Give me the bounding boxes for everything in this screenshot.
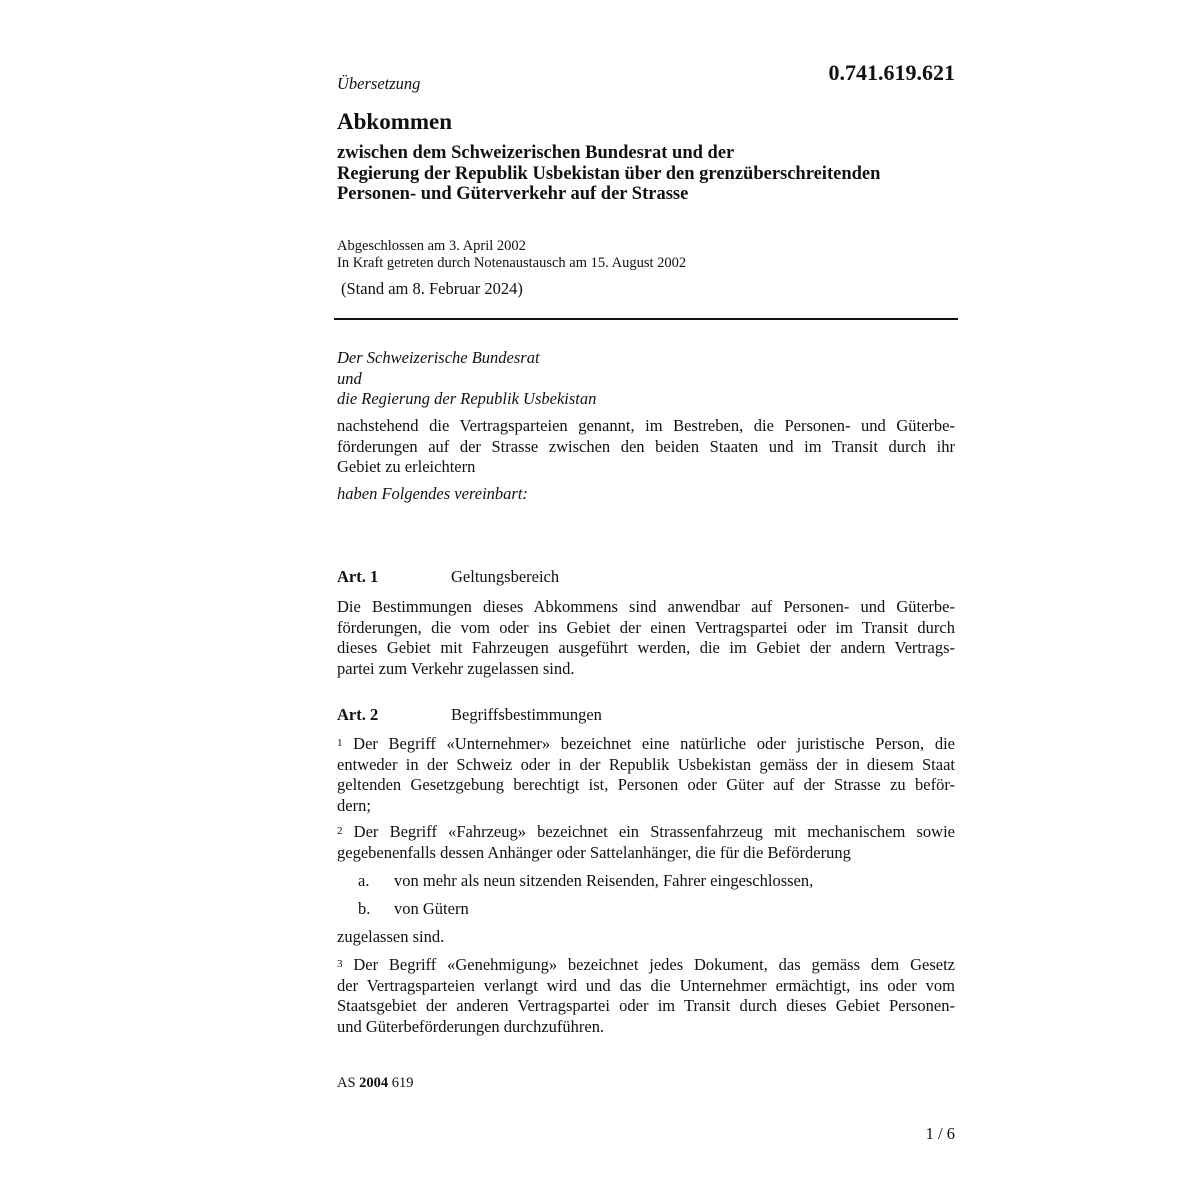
text-line: Staatsgebiet der anderen Vertragspartei oder im Transit durch dieses Gebiet Personen- — [337, 996, 955, 1015]
article-2-paragraph-1 — [337, 734, 955, 816]
list-item-b-text: von Gütern — [394, 899, 469, 918]
party-connector: und — [337, 368, 362, 388]
text-line: $^2$ Der Begriff «Fahrzeug» bezeichnet ein Strassenfahrzeug mit mechanischem sowie — [337, 822, 955, 841]
article-1-number: Art. 1 — [337, 567, 379, 586]
header-divider — [334, 318, 958, 320]
text-line: der Vertragsparteien verlangt wird und das die Unternehmer ermächtigt, ins oder vom — [337, 975, 955, 995]
in-force-date: In Kraft getreten durch Notenaustausch am 15. August 2002 — [337, 255, 687, 271]
preamble-closing: haben Folgendes vereinbart: — [337, 484, 528, 503]
document-title: Abkommen — [337, 109, 453, 134]
preamble-text — [337, 416, 955, 478]
text-line: $^1$ Der Begriff «Unternehmer» bezeichnet eine natürliche oder juristische Person, die — [337, 734, 955, 753]
document-subtitle — [337, 143, 880, 205]
paragraph-number: 3 — [337, 958, 343, 970]
concluded-date: Abgeschlossen am 3. April 2002 — [337, 238, 526, 254]
text-line: Die Bestimmungen dieses Abkommens sind anwendbar auf Personen- und Güterbe- — [337, 597, 955, 616]
text-line: gegebenenfalls dessen Anhänger oder Sattelanhänger, die für die Beförderung — [337, 842, 851, 862]
subtitle-line: Regierung der Republik Usbekistan über den grenzüberschreitenden — [337, 163, 881, 184]
paragraph-number: 2 — [337, 825, 343, 837]
page-number: 1 / 6 — [925, 1124, 955, 1143]
party-name: die Regierung der Republik Usbekistan — [337, 389, 597, 408]
official-collection-reference: AS 2004 619 — [337, 1075, 414, 1091]
text-line: partei zum Verkehr zugelassen sind. — [337, 658, 575, 678]
text-line: dern; — [337, 795, 371, 815]
article-2-paragraph-3 — [337, 955, 955, 1037]
article-1-body — [337, 597, 955, 679]
text-line: nachstehend die Vertragsparteien genannt, im Bestreben, die Personen- und Güterbe- — [337, 416, 955, 435]
text-line: dieses Gebiet mit Fahrzeugen ausgeführt werden, die im Gebiet der andern Vertrags- — [337, 638, 955, 657]
list-marker: b. — [358, 899, 371, 918]
list-item-a-text: von mehr als neun sitzenden Reisenden, Fahrer eingeschlossen, — [394, 871, 814, 890]
subtitle-line: Personen- und Güterverkehr auf der Strasse — [337, 184, 689, 204]
sr-number: 0.741.619.621 — [828, 60, 955, 85]
status-date: (Stand am 8. Februar 2024) — [341, 279, 523, 298]
article-2-title: Begriffsbestimmungen — [451, 705, 602, 724]
article-2-paragraph-2 — [337, 822, 955, 863]
translation-label: Übersetzung — [337, 74, 421, 93]
text-line: $^3$ Der Begriff «Genehmigung» bezeichnet jedes Dokument, das gemäss dem Gesetz — [337, 955, 955, 974]
text-line: förderungen auf der Strasse zwischen den beiden Staaten und im Transit durch ihr — [337, 436, 955, 456]
list-marker: a. — [358, 871, 370, 890]
text-line: und Güterbeförderungen durchzuführen. — [337, 1016, 605, 1036]
paragraph-number: 1 — [337, 737, 343, 749]
list-item-b — [358, 899, 370, 919]
text-line: förderungen, die vom oder ins Gebiet der einen Vertragspartei oder im Transit durch — [337, 617, 955, 637]
text-line: Gebiet zu erleichtern — [337, 457, 476, 476]
article-2-number: Art. 2 — [337, 705, 379, 724]
preamble-parties — [337, 348, 596, 410]
article-1-title: Geltungsbereich — [451, 567, 560, 586]
list-closing: zugelassen sind. — [337, 927, 445, 946]
list-item-a — [358, 871, 369, 891]
subtitle-line: zwischen dem Schweizerischen Bundesrat und der — [337, 143, 735, 163]
party-name: Der Schweizerische Bundesrat — [337, 348, 540, 367]
text-line: entweder in der Schweiz oder in der Republik Usbekistan gemäss der in diesem Staat — [337, 754, 955, 774]
text-line: geltenden Gesetzgebung berechtigt ist, Personen oder Güter auf der Strasse zu beför- — [337, 775, 955, 794]
